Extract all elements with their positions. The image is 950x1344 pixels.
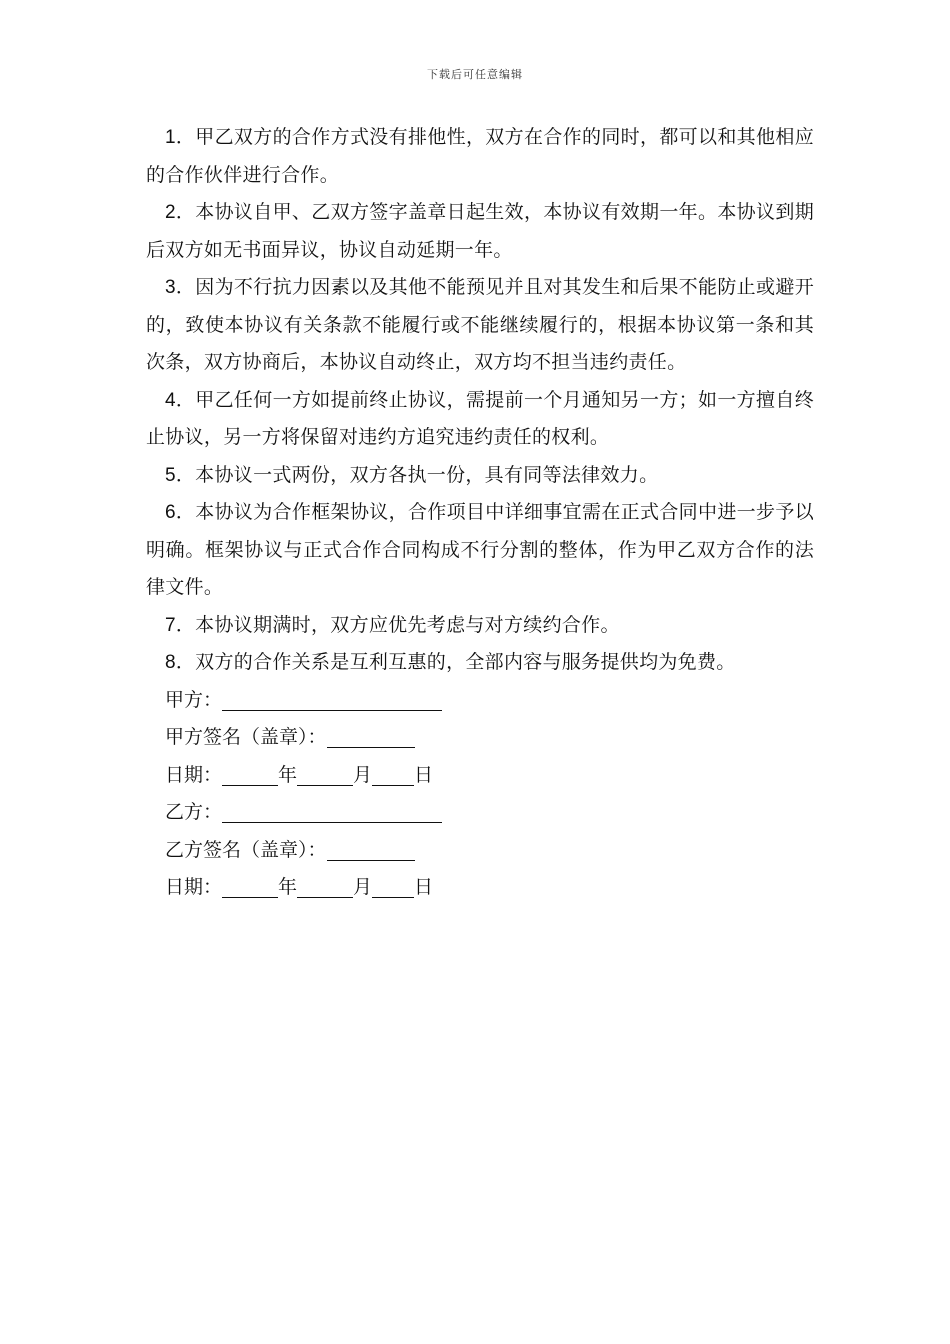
party-a-date-label: 日期： [165,763,223,786]
clause-text: 本协议自甲、乙双方签字盖章日起生效，本协议有效期一年。本协议到期后双方如无书面异议，协议自动延期一年。 [146,201,814,261]
party-a-month-field[interactable] [297,761,353,786]
clause-text: 本协议期满时，双方应优先考虑与对方续约合作。 [195,613,620,636]
party-b-sign-label: 乙方签名（盖章）： [165,838,327,861]
party-a-day-field[interactable] [372,761,414,786]
clause-7 [146,607,814,645]
party-a-signature-field[interactable] [327,723,415,748]
party-b-signature-field[interactable] [327,836,415,861]
clause-number: 6． [165,502,196,523]
party-b-line [146,794,814,832]
party-a-signature-line [146,719,814,757]
party-b-year-field[interactable] [222,873,278,898]
year-label: 年 [278,876,298,898]
clause-text: 双方的合作关系是互利互惠的，全部内容与服务提供均为免费。 [195,651,736,673]
day-label: 日 [414,876,434,898]
party-a-year-field[interactable] [222,761,278,786]
clause-text: 本协议一式两份，双方各执一份，具有同等法律效力。 [195,463,659,486]
clause-4 [146,382,814,457]
clause-number: 5． [165,464,196,486]
clause-text: 本协议为合作框架协议，合作项目中详细事宜需在正式合同中进一步予以明确。框架协议与正式合作合同构成不行分割的整体，作为甲乙双方合作的法律文件。 [146,501,814,598]
party-b-name-field[interactable] [222,798,442,823]
clause-number: 8． [165,652,196,673]
party-a-date-line [146,757,814,795]
month-label: 月 [353,763,373,786]
clause-2 [146,194,814,269]
clause-8 [146,644,814,682]
clause-number: 2． [165,202,196,223]
clause-3 [146,269,814,382]
clause-number: 1． [165,127,196,148]
clause-number: 4． [165,389,196,411]
party-b-label: 乙方： [165,801,223,823]
day-label: 日 [414,763,434,786]
party-a-name-field[interactable] [222,686,442,711]
header-note: 下载后可任意编辑 [427,68,523,81]
party-b-day-field[interactable] [372,873,414,898]
party-a-label: 甲方： [165,688,223,711]
clause-number: 7． [165,614,196,636]
clause-text: 因为不行抗力因素以及其他不能预见并且对其发生和后果不能防止或避开的，致使本协议有关条款不能履行或不能继续履行的，根据本协议第一条和其次条，双方协商后，本协议自动终止，双方均不担当违约责任。 [146,276,814,373]
party-a-sign-label: 甲方签名（盖章）： [165,726,327,748]
year-label: 年 [278,763,298,786]
clause-6 [146,494,814,607]
clause-text: 甲乙双方的合作方式没有排他性，双方在合作的同时，都可以和其他相应的合作伙伴进行合作。 [146,126,814,186]
party-b-date-label: 日期： [165,876,223,898]
month-label: 月 [353,876,373,898]
party-b-month-field[interactable] [297,873,353,898]
party-b-signature-line [146,832,814,870]
clause-number: 3． [165,277,196,298]
clause-5 [146,457,814,495]
party-b-date-line [146,869,814,907]
clause-1 [146,119,814,194]
clause-text: 甲乙任何一方如提前终止协议，需提前一个月通知另一方；如一方擅自终止协议，另一方将保留对违约方追究违约责任的权利。 [146,388,814,448]
party-a-line [146,682,814,720]
agreement-body [146,119,814,907]
